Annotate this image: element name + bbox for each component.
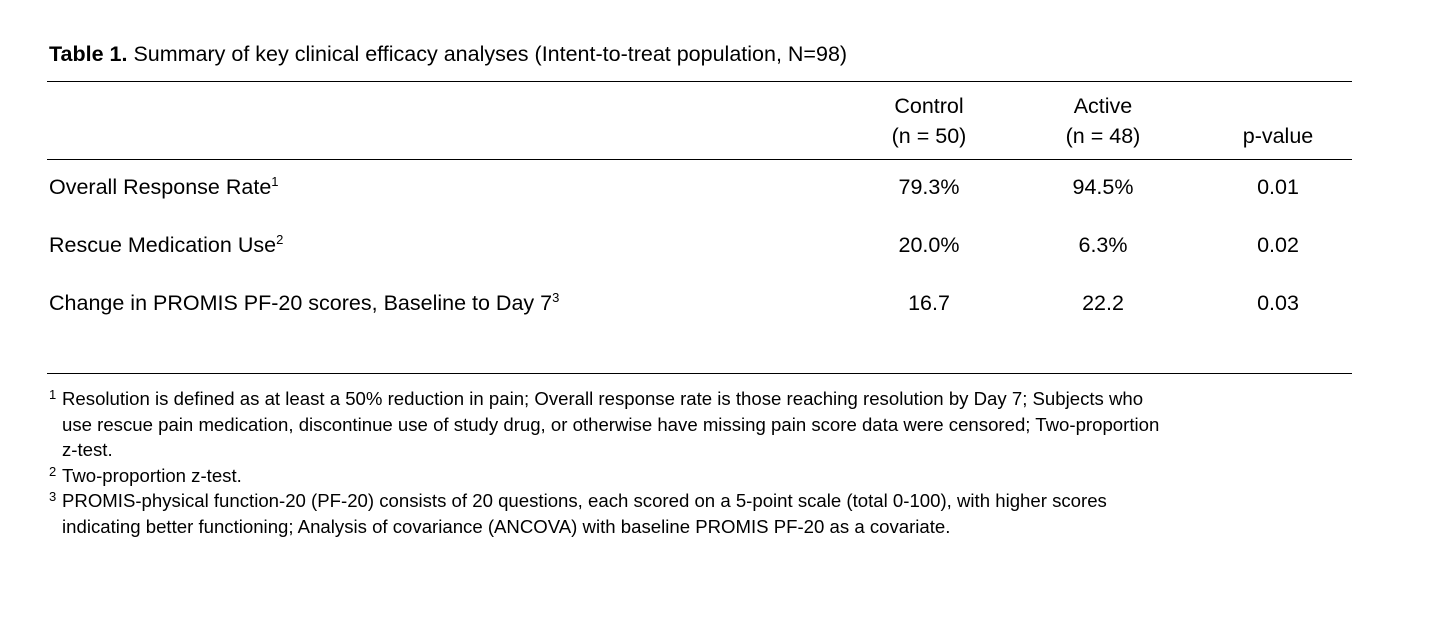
header-rule: [47, 159, 1352, 160]
cell-active: 94.5%: [1072, 175, 1134, 199]
row-label-footnote-mark: 3: [552, 289, 560, 305]
column-header-control-n: (n = 50): [891, 124, 967, 148]
top-rule: [47, 81, 1352, 82]
footnote-line: PROMIS-physical function-20 (PF-20) consists of 20 questions, each scored on a 5-point scale (total 0-100), with higher scores: [62, 490, 1107, 511]
bottom-rule: [47, 373, 1352, 374]
footnote-line: use rescue pain medication, discontinue use of study drug, or otherwise have missing pain score data were censored; Two-proportion: [62, 413, 1160, 435]
column-header-pvalue-name: p-value: [1242, 124, 1314, 148]
column-header-control: [849, 91, 1009, 151]
cell-control: 79.3%: [898, 175, 960, 199]
column-header-active-name: Active: [1073, 94, 1133, 118]
table-row-label: [49, 233, 283, 258]
footnote: 3 PROMIS-physical function-20 (PF-20) consists of 20 questions, each scored on a 5-point scale (total 0-100), with higher scores indicating better functioning; Analysis of covariance (ANCOVA) with baseline PROMIS PF-20 as a covariate.: [49, 488, 1107, 539]
footnote: 2 Two-proportion z-test.: [49, 463, 242, 489]
column-header-control-name: Control: [894, 94, 964, 118]
table-caption-text: Summary of key clinical efficacy analyses (Intent-to-treat population, N=98): [127, 42, 848, 66]
cell-active: 6.3%: [1078, 233, 1128, 257]
row-label-footnote-mark: 2: [276, 231, 284, 247]
column-header-active-n: (n = 48): [1065, 124, 1141, 148]
table-caption: [49, 42, 847, 67]
cell-pvalue: 0.01: [1257, 175, 1299, 199]
row-label-text: Overall Response Rate: [49, 175, 272, 199]
footnote-text: [62, 488, 1107, 539]
cell-active: 22.2: [1082, 291, 1124, 315]
footnote-line: Resolution is defined as at least a 50% reduction in pain; Overall response rate is those reaching resolution by Day 7; Subjects who: [62, 388, 1144, 409]
cell-pvalue: 0.02: [1257, 233, 1299, 257]
cell-control: 20.0%: [898, 233, 960, 257]
footnote-line: Two-proportion z-test.: [62, 465, 242, 486]
footnote-text: [62, 463, 242, 489]
table-caption-label: Table 1.: [49, 42, 128, 66]
column-header-pvalue: [1198, 121, 1358, 151]
table-row-label: [49, 175, 279, 200]
row-label-text: Rescue Medication Use: [49, 233, 277, 257]
row-label-footnote-mark: 1: [271, 173, 279, 189]
footnote-line: indicating better functioning; Analysis of covariance (ANCOVA) with baseline PROMIS PF-20 as a covariate.: [62, 515, 951, 537]
cell-pvalue: 0.03: [1257, 291, 1299, 315]
table-row-label: [49, 291, 559, 316]
cell-control: 16.7: [908, 291, 950, 315]
footnote-text: [62, 386, 1159, 463]
footnote: 1 Resolution is defined as at least a 50% reduction in pain; Overall response rate is those reaching resolution by Day 7; Subjects who use rescue pain medication, discontinue use of study drug, or otherwise have missing pain score data were censored; Two-proportion z-test.: [49, 386, 1159, 463]
footnote-line: z-test.: [62, 439, 113, 460]
column-header-active: [1023, 91, 1183, 151]
row-label-text: Change in PROMIS PF-20 scores, Baseline to Day 7: [49, 291, 553, 315]
